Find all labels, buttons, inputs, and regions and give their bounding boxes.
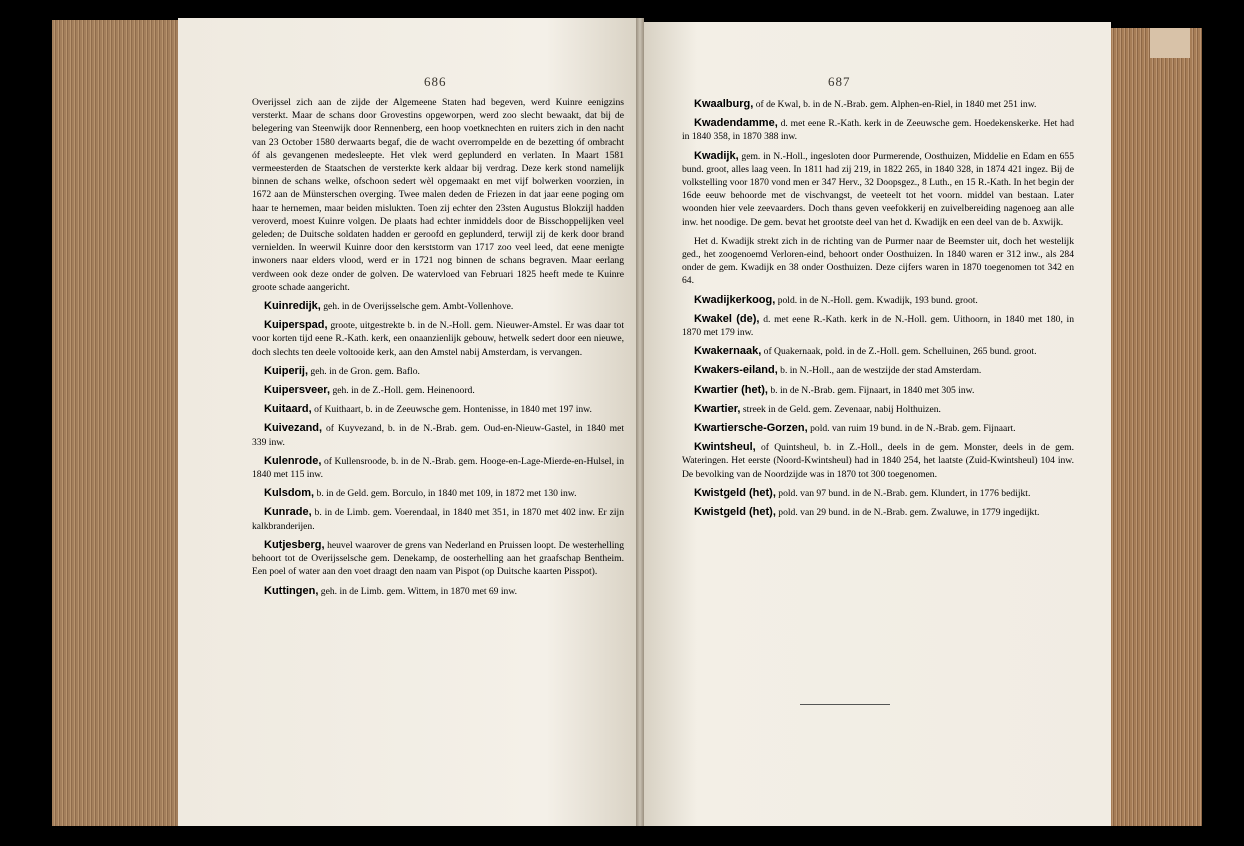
entry-headword: Kwadendamme, <box>694 117 778 130</box>
entry-body: b. in de N.-Brab. gem. Fijnaart, in 1840 met 305 inw. <box>767 384 975 396</box>
entry-headword: Kwartier, <box>694 402 741 415</box>
dictionary-entry <box>682 345 1074 358</box>
entry-headword: Kuiperij, <box>264 364 309 377</box>
entry-headword: Kuivezand, <box>264 422 323 435</box>
entry-headword: Kwakers-eiland, <box>694 364 778 377</box>
entry-headword: Kuitaard, <box>264 403 312 416</box>
right-page-number: 687 <box>828 74 851 89</box>
entry-headword: Kuttingen, <box>264 584 319 597</box>
entry-headword: Kwakernaak, <box>694 345 762 358</box>
dictionary-entry <box>682 150 1074 229</box>
entry-headword: Kwadijkerkoog, <box>694 293 776 306</box>
entry-body: pold. van ruim 19 bund. in de N.-Brab. gem. Fijnaart. <box>807 423 1016 435</box>
left-page-number: 686 <box>424 74 447 89</box>
entry-body: of Quintsheul, b. in Z.-Holl., deels in de gem. Monster, deels in de gem. Wateringen. Het eerste (Noord-Kwintsheul) had in 1840 254, het laatste (Zuid-Kwintsheul) 104 inw. De bevolking van de Noordzijde was in 1870 tot 300 toegenomen. <box>682 442 1074 480</box>
intro-paragraph: Overijssel zich aan de zijde der Algemeene Staten had begeven, werd Kuinre eenigzins versterkt. Maar de schans door Grovestins opgeworpen, werd zoo slecht bewaakt, dat bij de belegering van Steenwijk door Rennenberg, een hoop voetknechten en ruiters zich in den nacht van 23 October 1580 derwaarts begaf, die de wacht overrompelde en de bezetting óf ombracht óf als gevangenen medesleepte. Het vlek werd geplunderd en verlaten. In Maart 1581 vermeesterden de Staatschen de versterkte kerk aldaar bij verdrag. Deze kerk stond namelijk binnen de schans welke, ofschoon sedert wèl opgemaakt en met vijf bolwerken voorzien, in 1672 aan de Münsterschen overging. Twee malen deden de Friezen in dat jaar eene poging om haar te hernemen, maar beiden mislukten. Toen zij echter den 23sten Augustus Blokzijl hadden veroverd, moest Kuinre volgen. De plaats had echter inmiddels door de Bisschoppelijken veel geleden; de Duitsche soldaten hadden er geroofd en geplunderd, terwijl zij de kerk door brand vernielden. In weerwil Kuinre door den kerststorm van 1717 zoo veel leed, dat eene menigte inwoners naar elders vlood, werd er in 1721 nog binnen de schans begraven. Maar eerlang verdween ook deze onder de golven. De watervloed van Februari 1825 heeft mede te Kuinre groote schade aangericht. <box>252 97 624 293</box>
dictionary-entry <box>682 403 1074 416</box>
entry-body: of de Kwal, b. in de N.-Brab. gem. Alphen-en-Riel, in 1840 met 251 inw. <box>753 99 1037 110</box>
entry-body: geh. in de Z.-Holl. gem. Heinenoord. <box>330 385 475 397</box>
entry-headword: Kwartiersche-Gorzen, <box>694 422 808 435</box>
entry-body: geh. in de Overijsselsche gem. Ambt-Vollenhove. <box>320 301 514 313</box>
dictionary-entry <box>682 294 1074 307</box>
dictionary-entry <box>252 585 624 598</box>
entry-body: streek in de Geld. gem. Zevenaar, nabij Holthuizen. <box>740 403 941 415</box>
entry-headword: Kuiperspad, <box>264 319 328 332</box>
entry-body: heuvel waarover de grens van Nederland en Pruissen loopt. De westerhelling behoort tot de Overijsselsche gem. Denekamp, de oosterhelling aan het graafschap Bentheim. Een poel of water aan den voet draagt den naam van Pispot (op Duitsche kaarten Pisspot). <box>252 539 624 578</box>
end-rule <box>800 704 890 705</box>
dictionary-entry <box>252 455 624 481</box>
dictionary-entry <box>252 300 624 313</box>
entry-body: of Quakernaak, pold. in de Z.-Holl. gem. Schelluinen, 265 bund. groot. <box>761 346 1037 358</box>
book-cover-corner <box>1150 28 1190 58</box>
entry-body: geh. in de Limb. gem. Wittem, in 1870 met 69 inw. <box>318 585 518 597</box>
entry-headword: Kulenrode, <box>264 454 322 467</box>
entry-headword: Kutjesberg, <box>264 538 325 551</box>
dictionary-entry <box>682 506 1074 519</box>
entry-headword: Kuipersveer, <box>264 384 331 397</box>
entry-body: pold. van 97 bund. in de N.-Brab. gem. Klundert, in 1776 bedijkt. <box>775 487 1031 499</box>
dictionary-entry <box>252 365 624 378</box>
book-gutter <box>636 18 644 826</box>
entry-headword: Kulsdom, <box>264 487 315 500</box>
entry-body: pold. in de N.-Holl. gem. Kwadijk, 193 bund. groot. <box>775 294 978 306</box>
dictionary-entry <box>682 422 1074 435</box>
entry-body: groote, uitgestrekte b. in de N.-Holl. gem. Nieuwer-Amstel. Er was daar tot voor korten tijd eene R.-Kath. kerk, een onaanzienlijk gebouw, hetwelk sedert door een nieuwe, doch slechts ten deele voltooide kerk, aan den Amstel nabij Amsterdam, is vervangen. <box>252 320 624 358</box>
right-page-text <box>682 98 1074 525</box>
dictionary-entry <box>682 384 1074 397</box>
entry-headword: Kwakel (de), <box>694 312 760 325</box>
dictionary-entry <box>252 539 624 579</box>
entry-headword: Kwadijk, <box>694 149 739 162</box>
entry-body: gem. in N.-Holl., ingesloten door Purmerende, Oosthuizen, Middelie en Edam en 655 bund. groot, alles laag veen. In 1811 had zij 219, in 1822 265, in 1840 328, in 1874 421 ingez. Bij de volkstelling voor 1870 vond men er 347 Herv., 32 Doopsgez., 8 Luth., en 15 R.-Kath. In het begin der 16de eeuw behoorde met de vischvangst, de veeteelt tot het voorn. middel van bestaan. Later woonden hier vele zeevaarders. Doch thans geven veefokkerij en zuivelbereiding nagenoeg aan alle inw. het noodige. De gem. bevat het grootste deel van het d. Kwadijk en een deel van de b. Axwijk. <box>682 150 1074 228</box>
entry-body: of Kullensroode, b. in de N.-Brab. gem. Hooge-en-Lage-Mierde-en-Hulsel, in 1840 met 115 inw. <box>252 455 624 481</box>
dictionary-entry <box>252 384 624 397</box>
entry-body: b. in de Geld. gem. Borculo, in 1840 met 109, in 1872 met 130 inw. <box>314 488 577 500</box>
entry-body: d. met eene R.-Kath. kerk in de N.-Holl. gem. Uithoorn, in 1840 met 180, in 1870 met 179 inw. <box>682 313 1075 339</box>
entry-body: pold. van 29 bund. in de N.-Brab. gem. Zwaluwe, in 1779 ingedijkt. <box>775 507 1040 519</box>
entry-headword: Kunrade, <box>264 506 312 519</box>
right-page-edges <box>1098 28 1202 826</box>
dictionary-entry <box>682 117 1074 143</box>
left-page-edges <box>52 20 180 826</box>
dictionary-entry <box>252 506 624 532</box>
entry-body: of Kuyvezand, b. in de N.-Brab. gem. Oud-en-Nieuw-Gastel, in 1840 met 339 inw. <box>252 423 624 448</box>
dictionary-entry <box>252 403 624 416</box>
entry-headword: Kwistgeld (het), <box>694 486 776 499</box>
dictionary-entry <box>682 441 1074 481</box>
left-page-text <box>252 96 624 604</box>
entry-headword: Kwistgeld (het), <box>694 506 776 519</box>
dictionary-entry <box>682 364 1074 377</box>
entry-headword: Kwartier (het), <box>694 383 768 396</box>
dictionary-entry <box>682 487 1074 500</box>
entry-body: of Kuithaart, b. in de Zeeuwsche gem. Hontenisse, in 1840 met 197 inw. <box>311 404 592 416</box>
entry-body: Het d. Kwadijk strekt zich in de richting van de Purmer naar de Beemster uit, doch het westelijk ged., het zoogenoemd Verloren-eind, behoort onder Oosthuizen. In 1840 waren er 312 inw., als 284 onder de gem. Kwadijk en 38 onder Oosthuizen. Deze cijfers waren in 1870 toegenomen tot 342 en 64. <box>682 235 1074 287</box>
dictionary-entry <box>252 319 624 359</box>
entry-body: b. in N.-Holl., aan de westzijde der stad Amsterdam. <box>777 365 982 377</box>
entry-headword: Kwaalburg, <box>694 98 754 110</box>
dictionary-entry <box>252 422 624 448</box>
entry-body: b. in de Limb. gem. Voerendaal, in 1840 met 351, in 1870 met 402 inw. Er zijn kalkbranderijen. <box>252 507 624 532</box>
dictionary-entry <box>682 98 1074 111</box>
dictionary-entry <box>252 487 624 500</box>
entry-headword: Kwintsheul, <box>694 441 756 454</box>
dictionary-entry <box>682 235 1074 288</box>
entry-body: geh. in de Gron. gem. Baflo. <box>308 365 420 377</box>
entry-body: d. met eene R.-Kath. kerk in de Zeeuwsche gem. Hoedekenskerke. Het had in 1840 358, in 1870 388 inw. <box>682 118 1074 143</box>
dictionary-entry <box>682 313 1074 339</box>
entry-headword: Kuinredijk, <box>264 300 321 313</box>
